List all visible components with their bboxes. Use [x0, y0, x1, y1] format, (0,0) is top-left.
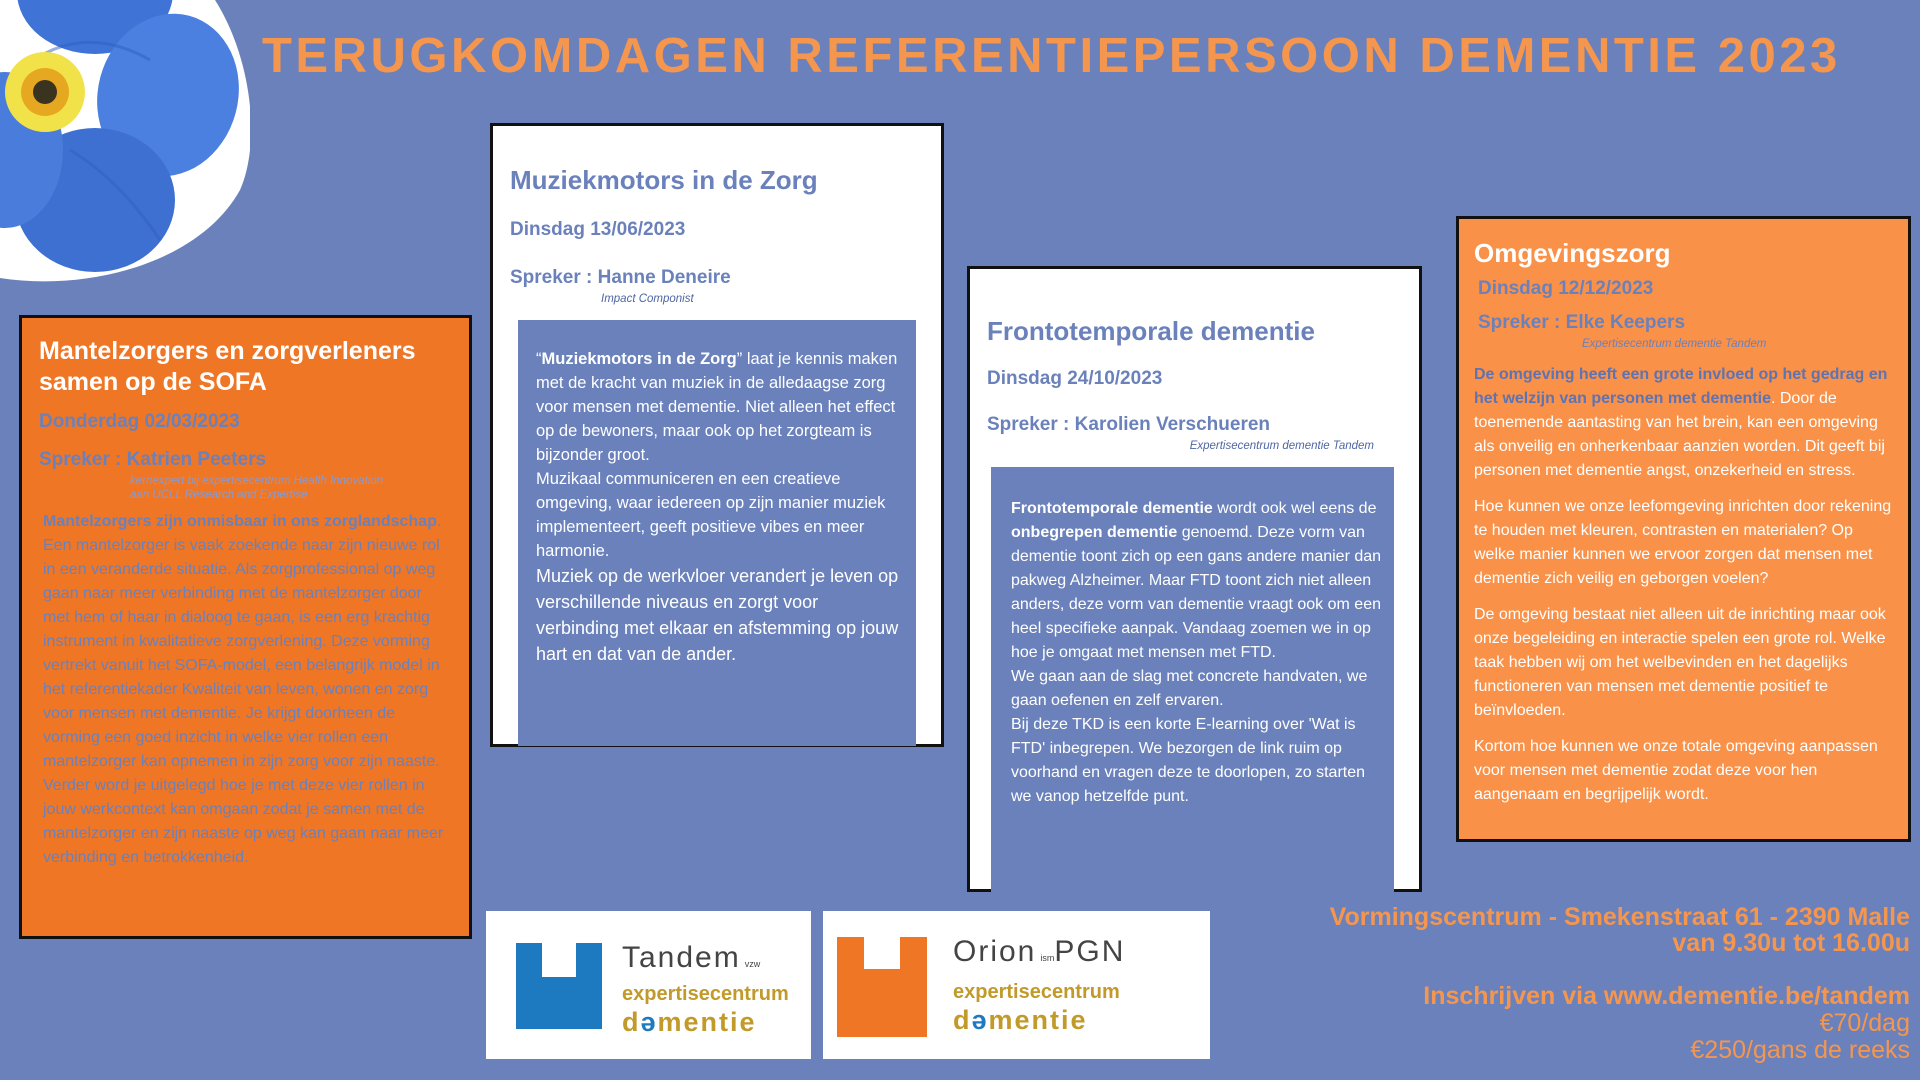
session-speaker: Spreker : Hanne Deneire — [510, 267, 731, 288]
description-highlight-2: onbegrepen dementie — [1011, 524, 1178, 541]
location-address: Vormingscentrum - Smekenstraat 61 - 2390 Malle — [1329, 903, 1910, 931]
orion-mark-icon — [837, 937, 927, 1037]
session-date: Dinsdag 24/10/2023 — [987, 368, 1163, 389]
quote-open: “ — [536, 350, 542, 368]
description-highlight: Muziekmotors in de Zorg — [541, 350, 737, 368]
org-name-2: PGN — [1054, 935, 1126, 968]
session-speaker: Spreker : Katrien Peeters — [39, 449, 267, 470]
price-series: €250/gans de reeks — [1690, 1036, 1910, 1064]
description-paragraph-1 — [1474, 363, 1892, 483]
session-card-omgevingszorg — [1456, 216, 1911, 842]
logo-expertise-line: expertisecentrum — [622, 983, 789, 1005]
description-text-2: genoemd. Deze vorm van dementie toont zich op een gans andere manier dan pakweg Alzheimer. Maar FTD toont zich niet alleen anders, deze vorm van dementie vraagt ook om een heel specifieke aanpak. Vandaag zoemen we in op hoe je omgaat met mensen met FTD. — [1011, 524, 1382, 661]
session-title: Frontotemporale dementie — [987, 316, 1315, 346]
session-affiliation: Expertisecentrum dementie Tandem — [1582, 338, 1767, 350]
dem-e: ə — [971, 1005, 989, 1035]
session-date: Donderdag 02/03/2023 — [39, 411, 240, 432]
session-affiliation: Expertisecentrum dementie Tandem — [1189, 440, 1374, 452]
orion-logo — [823, 911, 1210, 1059]
logo-org-name — [953, 935, 1125, 969]
page-title: TERUGKOMDAGEN REFERENTIEPERSOON DEMENTIE 2023 — [262, 29, 1841, 83]
description-paragraph-2: We gaan aan de slag met concrete handvaten, we gaan oefenen en zelf ervaren. — [1011, 668, 1368, 709]
description-highlight: Frontotemporale dementie — [1011, 500, 1213, 517]
tandem-logo — [486, 911, 811, 1059]
dem-a: d — [622, 1007, 641, 1037]
logo-expertise-line: expertisecentrum — [953, 981, 1120, 1003]
session-affiliation — [130, 474, 451, 502]
affiliation-line-1: kernexpert bij expertisecentrum Health Innovation — [130, 475, 384, 487]
description-paragraph-2: Hoe kunnen we onze leefomgeving inrichten door rekening te houden met kleuren, contrasten en materialen? Op welke manier kunnen we ervoor zorgen dat mensen met dementie zich veilig en geborgen voelen? — [1474, 498, 1892, 587]
description-text: wordt ook wel eens de — [1212, 500, 1377, 517]
dem-e: ə — [640, 1007, 658, 1037]
price-info — [1690, 1010, 1910, 1064]
session-date: Dinsdag 12/12/2023 — [1478, 278, 1654, 299]
description-paragraph-2: Muzikaal communiceren en een creatieve omgeving, waar iedereen op zijn manier muziek implementeert, geeft positieve vibes en meer harmonie. — [536, 470, 886, 560]
dem-b: mentie — [988, 1005, 1088, 1035]
session-card-muziekmotors — [490, 123, 944, 747]
org-name-text: Tandem — [622, 941, 741, 974]
session-description-box — [991, 467, 1394, 895]
description-paragraph-3: Muziek op de werkvloer verandert je leven op verschillende niveaus en zorgt voor verbinding met elkaar en afstemming op jouw hart en dat van de ander. — [536, 566, 899, 664]
description-paragraph-1 — [1011, 497, 1382, 665]
session-speaker: Spreker : Karolien Verschueren — [987, 414, 1271, 435]
org-suffix: vzw — [744, 959, 761, 969]
session-speaker: Spreker : Elke Keepers — [1478, 312, 1686, 333]
session-title: Mantelzorgers en zorgverleners samen op de SOFA — [39, 337, 416, 396]
description-paragraph-1 — [536, 347, 902, 467]
session-description-box — [518, 320, 916, 746]
logo-dementie-line — [622, 1007, 757, 1038]
dem-b: mentie — [657, 1007, 757, 1037]
session-date: Dinsdag 13/06/2023 — [510, 219, 686, 240]
session-card-sofa — [19, 315, 472, 939]
location-hours: van 9.30u tot 16.00u — [1672, 929, 1910, 957]
description-highlight: Mantelzorgers zijn onmisbaar in ons zorglandschap — [43, 513, 437, 530]
registration-info: Inschrijven via www.dementie.be/tandem — [1423, 982, 1910, 1010]
forget-me-not-flower-image — [0, 0, 250, 285]
description-paragraph-3: De omgeving bestaat niet alleen uit de inrichting maar ook onze begeleiding en interactie spelen een grote rol. Welke taak hebben wij om het welbevinden en het dagelijks functioneren van mensen met dementie positief te beïnvloeden. — [1474, 606, 1886, 719]
description-highlight: De omgeving heeft een grote invloed op het gedrag en het welzijn van personen met dementie — [1474, 366, 1888, 407]
description-text: . Een mantelzorger is vaak zoekende naar zijn nieuwe rol in een veranderde situatie. Als zorgprofessional op weg gaan naar meer verbinding met de mantelzorger door met hem of haar in dialoog te gaan, is een erg krachtig instrument in kwalitatieve zorgverlening. Deze vorming vertrekt vanuit het SOFA-model, een belangrijk model in het referentiekader Kwaliteit van leven, wonen en zorg voor mensen met dementie. Je krijgt doorheen de vorming een goed inzicht in welke vier rollen een mantelzorger kan opnemen in zijn zorg voor zijn naaste. Verder word je uitgelegd hoe je met deze vier rollen in jouw werkcontext kan omgaan zodat je samen met de mantelzorger en zijn naaste op weg kan gaan naar meer verbinding en betrokkenheid. — [43, 513, 444, 866]
session-title: Muziekmotors in de Zorg — [510, 165, 818, 195]
session-card-ftd — [967, 266, 1422, 892]
org-suffix: ism — [1040, 953, 1055, 963]
session-affiliation: Impact Componist — [601, 293, 694, 305]
description-paragraph-4: Kortom hoe kunnen we onze totale omgeving aanpassen voor mensen met dementie zodat deze voor hen aangenaam en begrijpelijk wordt. — [1474, 738, 1878, 803]
description-text: . Door de toenemende aantasting van het brein, kan een omgeving als onveilig en onherkenbaar aanzien worden. Dit geeft bij personen met dementie angst, onzekerheid en stress. — [1474, 390, 1885, 479]
logo-org-name — [622, 941, 760, 975]
description-paragraph-3: Bij deze TKD is een korte E-learning over 'Wat is FTD' inbegrepen. We bezorgen de link ruim op voorhand en vragen deze te doorlopen, zo starten we vanop hetzelfde punt. — [1011, 716, 1366, 805]
price-day: €70/dag — [1819, 1009, 1910, 1037]
dem-a: d — [953, 1005, 972, 1035]
logo-dementie-line — [953, 1005, 1088, 1036]
description-text: ” laat je kennis maken met de kracht van muziek in de alledaagse zorg voor mensen met dementie. Niet alleen het effect op de bewoners, maar ook op het zorgteam is bijzonder groot. — [536, 350, 898, 464]
location-info — [1330, 904, 1910, 956]
session-title: Omgevingszorg — [1474, 238, 1671, 268]
org-name-text: Orion — [953, 935, 1037, 968]
tandem-mark-icon — [516, 943, 602, 1029]
session-description — [39, 510, 451, 870]
affiliation-line-2: aan UCLL Research and Expertise — [130, 489, 308, 501]
